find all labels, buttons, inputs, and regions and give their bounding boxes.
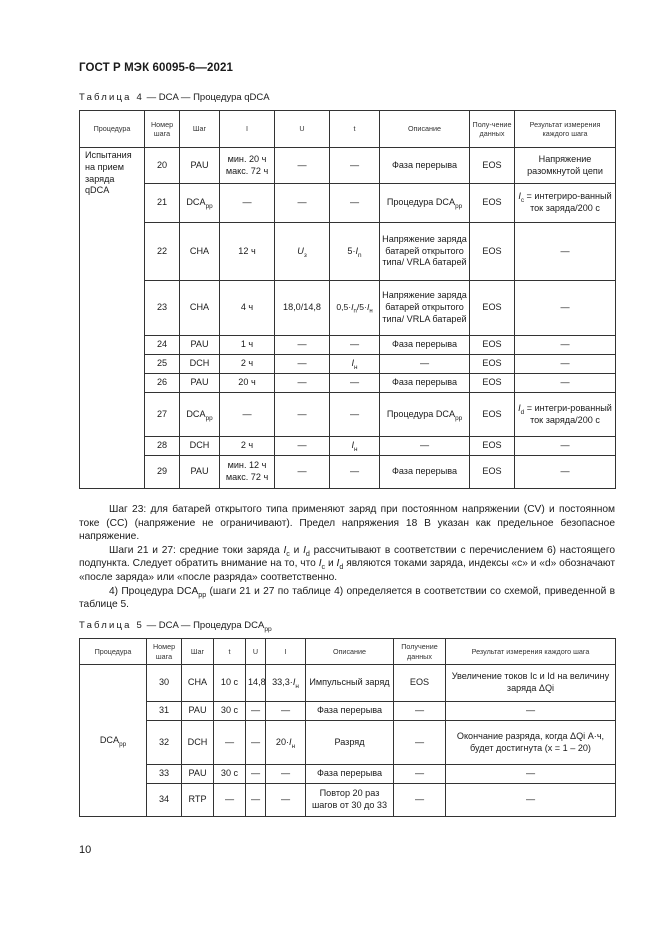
result-cell: — xyxy=(515,456,616,489)
step-name: CHA xyxy=(182,665,214,702)
description-cell: Разряд xyxy=(306,721,394,765)
body-text xyxy=(79,503,615,612)
data-cell: EOS xyxy=(470,336,515,355)
time-cell: 30 с xyxy=(214,702,246,721)
current-cell: 2 ч xyxy=(220,437,275,456)
time-cell: — xyxy=(214,784,246,817)
result-cell: — xyxy=(515,355,616,374)
description-cell: Фаза перерыва xyxy=(380,374,470,393)
step-number: 31 xyxy=(147,702,182,721)
table-row xyxy=(80,665,616,702)
result-cell: — xyxy=(515,374,616,393)
step-name: DCH xyxy=(182,721,214,765)
table4-caption-label: Таблица 4 xyxy=(79,92,144,103)
table-row xyxy=(80,336,616,355)
result-cell: — xyxy=(515,336,616,355)
current-cell: $33,3\cdot I_н$ xyxy=(266,665,306,702)
step-name: CHA xyxy=(180,223,220,281)
voltage-cell: — xyxy=(246,721,266,765)
col-header-i: I xyxy=(220,111,275,148)
table5 xyxy=(79,638,616,817)
data-cell: — xyxy=(394,702,446,721)
data-cell: EOS xyxy=(470,456,515,489)
table-row xyxy=(80,784,616,817)
result-cell: — xyxy=(515,223,616,281)
data-cell: EOS xyxy=(470,223,515,281)
col-header-step: Шаг xyxy=(182,639,214,665)
procedure-cell: Испытания на прием заряда qDCA xyxy=(80,148,145,489)
data-cell: EOS xyxy=(394,665,446,702)
table-row xyxy=(80,437,616,456)
table-row xyxy=(80,281,616,336)
current-cell: $20\cdot I_н$ xyxy=(266,721,306,765)
description-cell: Процедура $DCA_{pp}$ xyxy=(380,393,470,437)
current-cell: 2 ч xyxy=(220,355,275,374)
voltage-cell: — xyxy=(275,148,330,184)
col-header-data: Полу-чение данных xyxy=(470,111,515,148)
step-number: 22 xyxy=(145,223,180,281)
result-cell: — xyxy=(515,437,616,456)
table-row xyxy=(80,184,616,223)
col-header-procedure: Процедура xyxy=(80,111,145,148)
col-header-t: t xyxy=(214,639,246,665)
table-row xyxy=(80,456,616,489)
description-cell: Напряжение заряда батарей открытого типа/ VRLA батарей xyxy=(380,223,470,281)
table-row xyxy=(80,721,616,765)
result-cell: $I_d$ = интегри-рованный ток заряда/200 с xyxy=(515,393,616,437)
time-cell: 30 с xyxy=(214,765,246,784)
current-cell: мин. 12 ч макс. 72 ч xyxy=(220,456,275,489)
voltage-cell: — xyxy=(246,784,266,817)
table5-header-row xyxy=(80,639,616,665)
time-cell: — xyxy=(330,184,380,223)
step-name: DCH xyxy=(180,437,220,456)
data-cell: EOS xyxy=(470,281,515,336)
step-number: 26 xyxy=(145,374,180,393)
current-cell: — xyxy=(266,765,306,784)
description-cell: — xyxy=(380,437,470,456)
step-name: PAU xyxy=(182,765,214,784)
paragraph-steps21-27: Шаги 21 и 27: средние токи заряда $I_c$ и $I_d$ рассчитывают в соответствии с перечислением 6) настоящего подпункта. Следует обратить внимание на то, что $I_c$ и $I_d$ являются токами заряда, индексы «c» и «d» обозначают «после заряда» или «после разряда» соответственно. xyxy=(79,544,616,583)
current-cell: 1 ч xyxy=(220,336,275,355)
result-cell: $I_c$ = интегриро-ванный ток заряда/200 с xyxy=(515,184,616,223)
time-cell: 10 с xyxy=(214,665,246,702)
voltage-cell: — xyxy=(275,336,330,355)
current-cell: 4 ч xyxy=(220,281,275,336)
step-number: 21 xyxy=(145,184,180,223)
step-number: 34 xyxy=(147,784,182,817)
time-cell: — xyxy=(330,456,380,489)
data-cell: EOS xyxy=(470,437,515,456)
current-cell: 20 ч xyxy=(220,374,275,393)
description-cell: Напряжение заряда батарей открытого типа/ VRLA батарей xyxy=(380,281,470,336)
time-cell: $I_н$ xyxy=(330,437,380,456)
step-number: 32 xyxy=(147,721,182,765)
col-header-u: U xyxy=(275,111,330,148)
col-header-data: Получение данных xyxy=(394,639,446,665)
table-row xyxy=(80,223,616,281)
current-cell: — xyxy=(266,784,306,817)
data-cell: EOS xyxy=(470,393,515,437)
table-row xyxy=(80,765,616,784)
step-name: PAU xyxy=(180,148,220,184)
data-cell: EOS xyxy=(470,184,515,223)
table-row xyxy=(80,355,616,374)
time-cell: $5\cdot I_n$ xyxy=(330,223,380,281)
voltage-cell: — xyxy=(275,456,330,489)
voltage-cell: $U_з$ xyxy=(275,223,330,281)
step-number: 20 xyxy=(145,148,180,184)
table4-header-row xyxy=(80,111,616,148)
time-cell: — xyxy=(330,148,380,184)
time-cell: $I_н$ xyxy=(330,355,380,374)
time-cell: $0,5\cdot I_n/5\cdot I_н$ xyxy=(330,281,380,336)
current-cell: — xyxy=(220,184,275,223)
result-cell: Окончание разряда, когда ΔQi А·ч, будет достигнута (x = 1 – 20) xyxy=(446,721,616,765)
col-header-description: Описание xyxy=(380,111,470,148)
result-cell: — xyxy=(446,702,616,721)
step-number: 24 xyxy=(145,336,180,355)
voltage-cell: — xyxy=(275,374,330,393)
page-number: 10 xyxy=(79,844,92,856)
voltage-cell: — xyxy=(275,355,330,374)
step-name: $DCA_{pp}$ xyxy=(180,184,220,223)
col-header-t: t xyxy=(330,111,380,148)
step-name: RTP xyxy=(182,784,214,817)
current-cell: 12 ч xyxy=(220,223,275,281)
step-name: DCH xyxy=(180,355,220,374)
col-header-result: Результат измерения каждого шага xyxy=(515,111,616,148)
description-cell: Повтор 20 раз шагов от 30 до 33 xyxy=(306,784,394,817)
voltage-cell: 18,0/14,8 xyxy=(275,281,330,336)
step-number: 28 xyxy=(145,437,180,456)
table5-caption: Таблица 5 — DCA — Процедура $DCA_{pp}$ xyxy=(79,620,272,633)
table4 xyxy=(79,110,616,489)
voltage-cell: — xyxy=(246,765,266,784)
time-cell: — xyxy=(214,721,246,765)
table-row xyxy=(80,702,616,721)
data-cell: — xyxy=(394,765,446,784)
time-cell: — xyxy=(330,374,380,393)
col-header-i: I xyxy=(266,639,306,665)
data-cell: EOS xyxy=(470,374,515,393)
table4-caption-text: — DCA — Процедура qDCA xyxy=(146,92,270,103)
step-number: 29 xyxy=(145,456,180,489)
description-cell: Фаза перерыва xyxy=(380,456,470,489)
result-cell: — xyxy=(515,281,616,336)
table-row xyxy=(80,393,616,437)
col-header-procedure: Процедура xyxy=(80,639,147,665)
current-cell: мин. 20 ч макс. 72 ч xyxy=(220,148,275,184)
data-cell: — xyxy=(394,784,446,817)
description-cell: Фаза перерыва xyxy=(306,765,394,784)
time-cell: — xyxy=(330,393,380,437)
table-row xyxy=(80,374,616,393)
voltage-cell: — xyxy=(275,184,330,223)
description-cell: — xyxy=(380,355,470,374)
result-cell: Увеличение токов Ic и Id на величину заряда ΔQi xyxy=(446,665,616,702)
step-number: 33 xyxy=(147,765,182,784)
result-cell: Напряжение разомкнутой цепи xyxy=(515,148,616,184)
step-name: CHA xyxy=(180,281,220,336)
table5-caption-label: Таблица 5 xyxy=(79,620,144,631)
procedure-cell: $DCA_{pp}$ xyxy=(80,665,147,817)
step-number: 25 xyxy=(145,355,180,374)
step-number: 27 xyxy=(145,393,180,437)
voltage-cell: — xyxy=(275,393,330,437)
step-name: PAU xyxy=(180,374,220,393)
step-name: PAU xyxy=(180,336,220,355)
table5-caption-text: — DCA — Процедура DCA xyxy=(146,620,265,631)
col-header-u: U xyxy=(246,639,266,665)
voltage-cell: 14,8 xyxy=(246,665,266,702)
voltage-cell: — xyxy=(246,702,266,721)
paragraph-dca-procedure: 4) Процедура $DCA_{pp}$ (шаги 21 и 27 по таблице 4) определяется в соответствии со схемой, приведенной в таблице 5. xyxy=(79,585,615,611)
paragraph-step23: Шаг 23: для батарей открытого типа применяют заряд при постоянном напряжении (CV) и постоянном токе (CC) (напряжение не ограничивают). Предел напряжения 18 В указан как предельное безопасное напряжение. xyxy=(79,504,615,543)
step-number: 30 xyxy=(147,665,182,702)
step-number: 23 xyxy=(145,281,180,336)
table4-caption xyxy=(79,92,270,103)
col-header-step-number: Номер шага xyxy=(147,639,182,665)
description-cell: Фаза перерыва xyxy=(380,336,470,355)
step-name: $DCA_{pp}$ xyxy=(180,393,220,437)
col-header-result: Результат измерения каждого шага xyxy=(446,639,616,665)
description-cell: Импульсный заряд xyxy=(306,665,394,702)
voltage-cell: — xyxy=(275,437,330,456)
step-name: PAU xyxy=(182,702,214,721)
col-header-step-number: Номер шага xyxy=(145,111,180,148)
description-cell: Процедура $DCA_{pp}$ xyxy=(380,184,470,223)
data-cell: EOS xyxy=(470,148,515,184)
col-header-step: Шаг xyxy=(180,111,220,148)
current-cell: — xyxy=(266,702,306,721)
description-cell: Фаза перерыва xyxy=(306,702,394,721)
time-cell: — xyxy=(330,336,380,355)
col-header-description: Описание xyxy=(306,639,394,665)
step-name: PAU xyxy=(180,456,220,489)
data-cell: — xyxy=(394,721,446,765)
description-cell: Фаза перерыва xyxy=(380,148,470,184)
result-cell: — xyxy=(446,765,616,784)
data-cell: EOS xyxy=(470,355,515,374)
current-cell: — xyxy=(220,393,275,437)
table-row xyxy=(80,148,616,184)
result-cell: — xyxy=(446,784,616,817)
document-header: ГОСТ Р МЭК 60095-6—2021 xyxy=(79,62,233,74)
